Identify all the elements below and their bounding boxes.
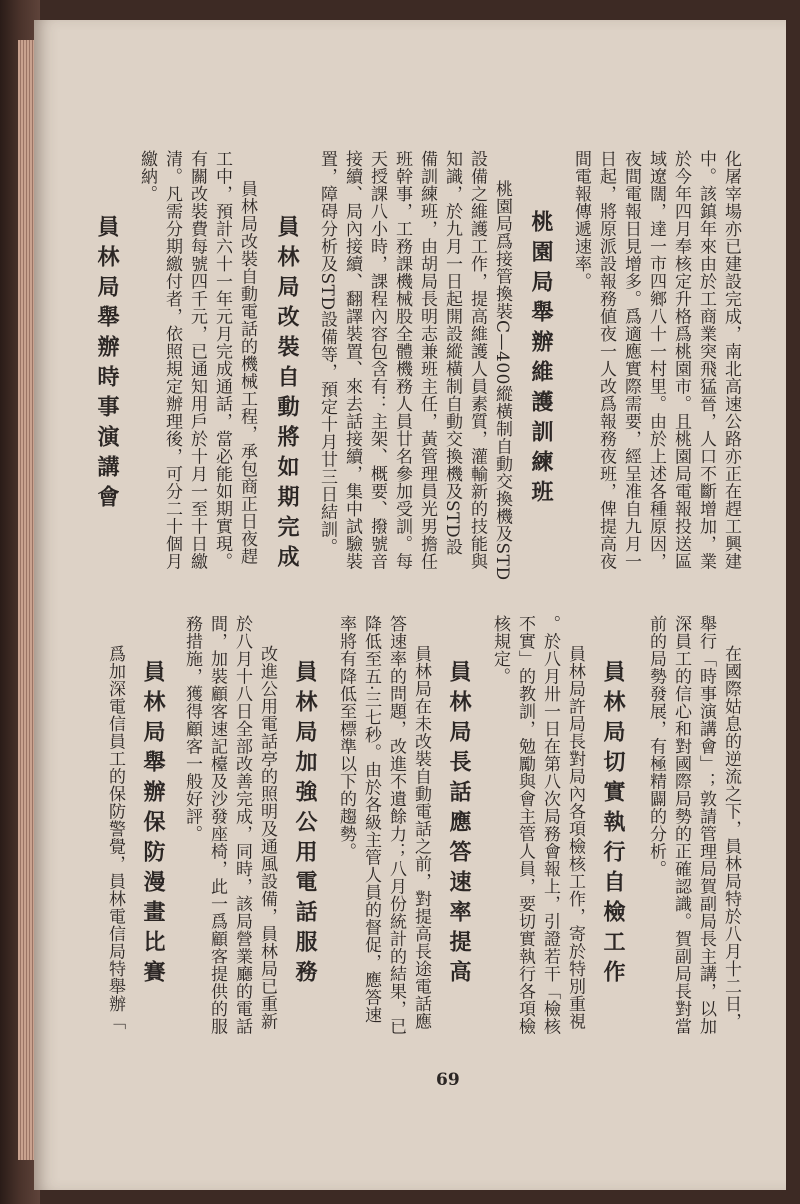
text-column: 知識，於九月一日起開設縱橫制自動交換機及STD設 (442, 150, 462, 556)
text-column: 降低至五·三七秒。由於各級主管人員的督促，應答速 (361, 615, 381, 1024)
text-column: 有關改裝費每號四千元，已通知用戶於十月一至十日繳 (187, 150, 207, 570)
text-column: 間，加裝顧客速記檯及沙發座椅，此一爲顧客提供的服 (207, 615, 227, 1035)
text-column: 。於八月卅一日在第八次局務會報上，引證若干「檢核 (540, 615, 560, 1035)
public-phone-heading: 員林局加強公用電話服務 (292, 660, 318, 990)
text-column: 清。凡需分期繳付者，依照規定辦理後，可分二十個月 (162, 150, 182, 570)
text-column: 務措施，獲得顧客一般好評。 (182, 615, 202, 843)
text-column: 置，障碍分析及STD設備等，預定十月廿三日結訓。 (317, 150, 337, 556)
text-column: 改進公用電話亭的照明及通風設備，員林局已重新 (257, 645, 277, 1030)
comic-contest-heading: 員林局舉辦保防漫畫比賽 (140, 660, 166, 990)
lecture-heading: 員林局舉辦時事演講會 (94, 215, 120, 515)
text-column: 核規定。 (490, 615, 510, 685)
text-column: 中。該鎮年來由於工商業突飛猛晉，人口不斷增加，業 (696, 150, 716, 570)
change-heading: 員林局改裝自動將如期完成 (274, 215, 300, 575)
text-column: 於八月十八日全部改善完成，同時，該局營業廳的電話 (232, 615, 252, 1035)
text-column: 員林局許局長對局內各項檢核工作，寄於特別重視 (565, 645, 585, 1030)
answer-heading: 員林局長話應答速率提高 (446, 660, 472, 990)
text-column: 桃園局爲接管換裝C—400縱橫制自動交換機及STD (492, 180, 512, 581)
text-column: 舉行「時事演講會」；敦請管理局賀副局長主講，以加 (696, 615, 716, 1035)
book-page (34, 20, 786, 1190)
text-column: 班幹事，工務課機械股全體機務人員廿名參加受訓。每 (392, 150, 412, 570)
text-column: 員林局在未改裝自動電話之前，對提高長途電話應 (411, 645, 431, 1030)
text-column: 在國際姑息的逆流之下，員林局特於八月十二日， (721, 645, 741, 1030)
text-column: 夜間電報日見增多。爲適應實際需要，經呈准自九月一 (621, 150, 641, 570)
text-column: 於今年四月奉核定升格爲桃園市。且桃園局電報投送區 (671, 150, 691, 570)
selfcheck-heading: 員林局切實執行自檢工作 (600, 660, 626, 990)
text-column: 設備之維護工作，提高維護人員素質，灌輸新的技能與 (467, 150, 487, 570)
text-column: 率將有降低至標準以下的趨勢。 (336, 615, 356, 860)
training-heading: 桃園局舉辦維護訓練班 (528, 210, 554, 510)
page-stack-edge (18, 40, 34, 1160)
page-number: 69 (436, 1070, 460, 1090)
text-column: 接續、局內接續、翻譯裝置、來去話接續，集中試驗裝 (342, 150, 362, 570)
text-column: 員林局改裝自動電話的機械工程，承包商正日夜趕 (237, 180, 257, 565)
text-column: 前的局勢發展，有極精闢的分析。 (646, 615, 666, 878)
text-column: 深員工的信心和對國際局勢的正確認識。賀副局長對當 (671, 615, 691, 1035)
text-column: 不實」的教訓，勉勵與會主管人員，要切實執行各項檢 (515, 615, 535, 1035)
text-column: 化屠宰場亦已建設完成，南北高速公路亦正在趕工興建 (721, 150, 741, 570)
text-column: 繳納。 (137, 150, 157, 203)
text-column: 爲加深電信員工的保防警覺，員林電信局特舉辦「 (105, 645, 125, 1030)
text-column: 域遼闊，達一市四鄉八十一村里。由於上述各種原因， (646, 150, 666, 570)
text-column: 備訓練班，由胡局長明志兼班主任，黃管理員光男擔任 (417, 150, 437, 570)
text-column: 答速率的問題，改進不遺餘力；八月份統計的結果，已 (386, 615, 406, 1035)
text-column: 間電報傳遞速率。 (571, 150, 591, 290)
text-column: 日起，將原派設報務値夜一人改爲報務夜班，俾提高夜 (596, 150, 616, 570)
text-column: 工中，預計六十一年元月完成通話，當必能如期實現。 (212, 150, 232, 570)
text-column: 天授課八小時，課程內容包含有：主架、概要、撥號音 (367, 150, 387, 570)
